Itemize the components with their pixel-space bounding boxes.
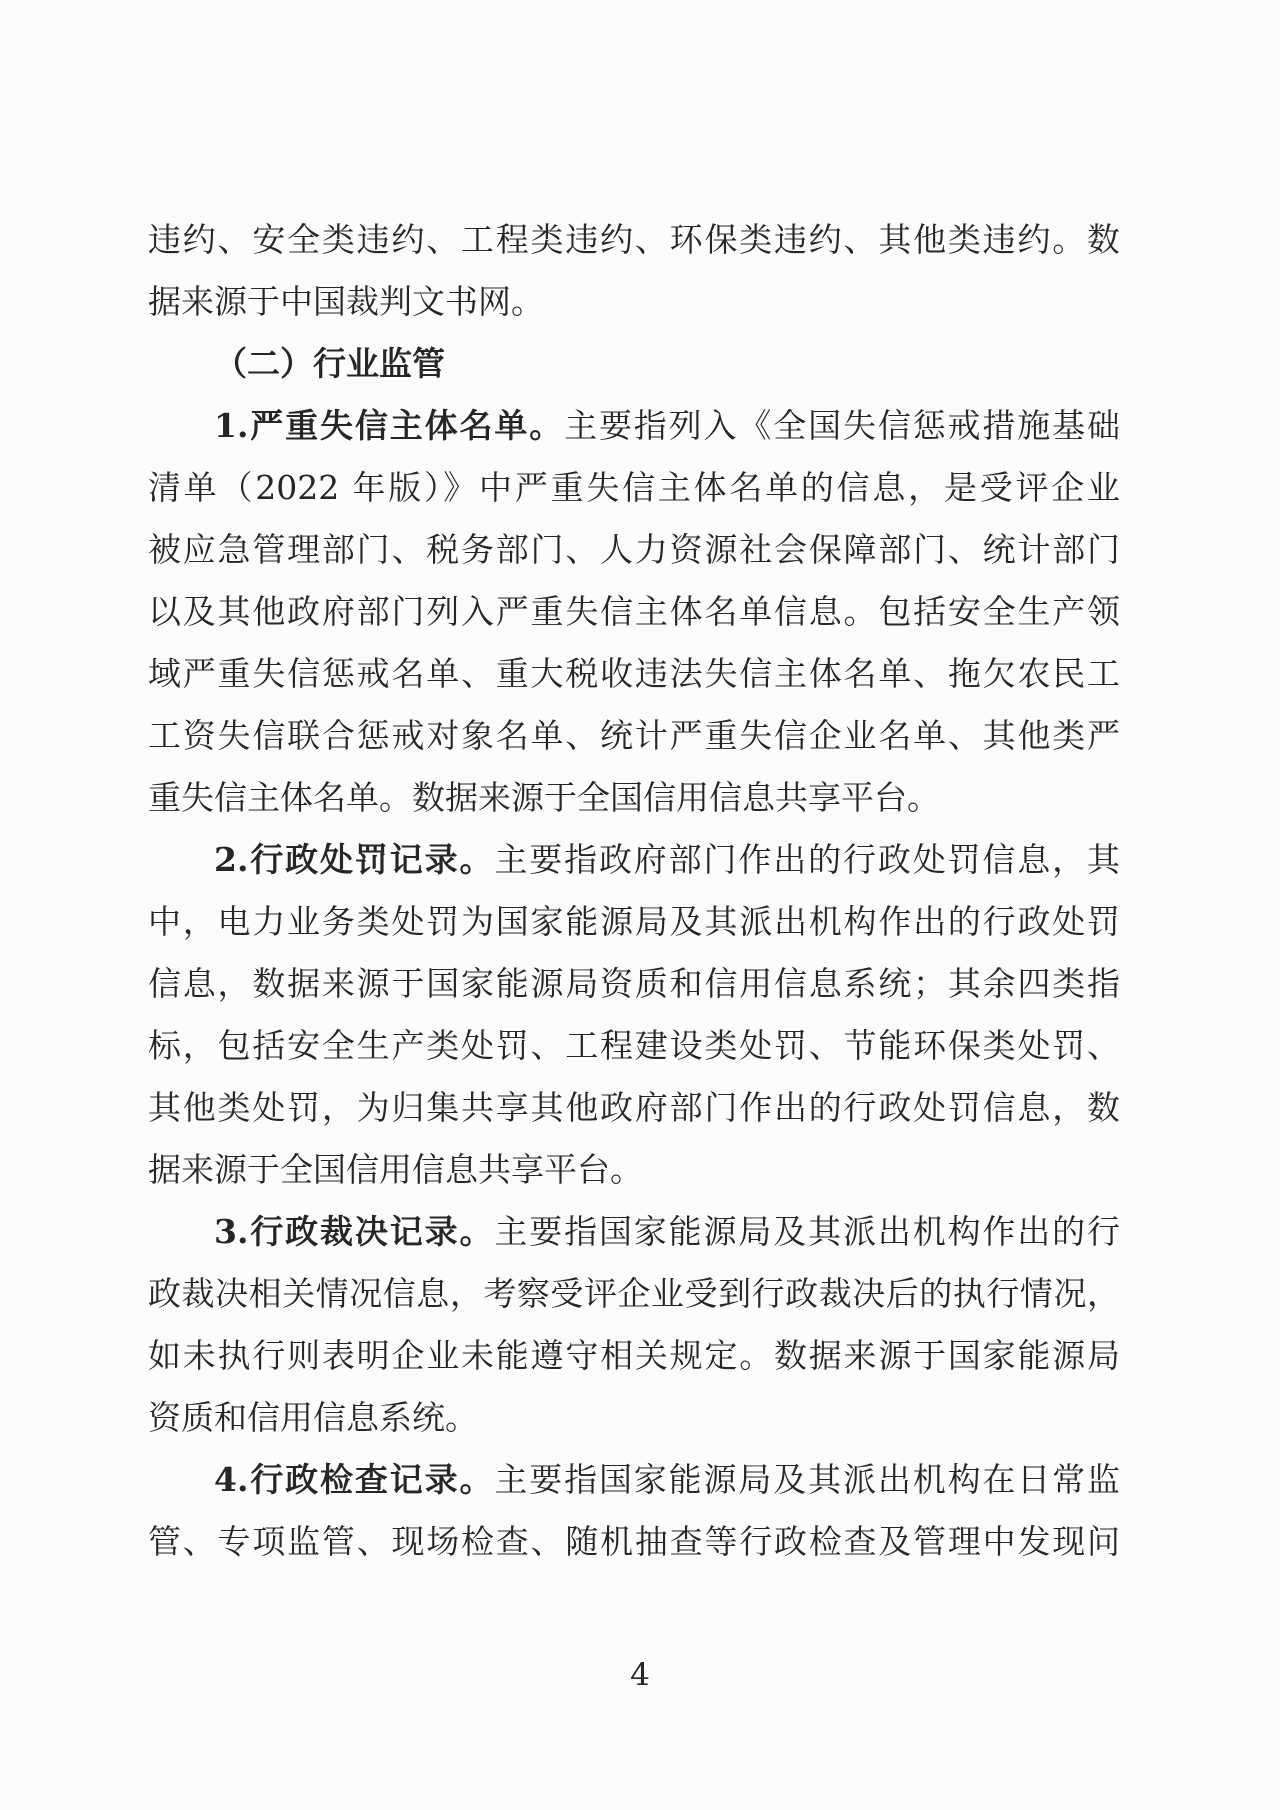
bold-text-segment: 3.行政裁决记录。: [214, 1212, 495, 1251]
text-line: [148, 581, 1120, 643]
text-segment: 政裁决相关情况信息，考察受评企业受到行政裁决后的执行情况，: [148, 1274, 1120, 1313]
text-line: [148, 767, 1120, 829]
text-segment: 重失信主体名单。数据来源于全国信用信息共享平台。: [148, 778, 940, 817]
text-segment: 以及其他政府部门列入严重失信主体名单信息。包括安全生产领: [148, 592, 1120, 631]
text-segment: 违约、安全类违约、工程类违约、环保类违约、其他类违约。数: [148, 220, 1120, 259]
bold-text-segment: 2.行政处罚记录。: [214, 840, 495, 879]
text-line: [148, 829, 1120, 891]
paragraph: [148, 829, 1120, 1201]
text-segment: 标，包括安全生产类处罚、工程建设类处罚、节能环保类处罚、: [148, 1026, 1120, 1065]
text-line: [148, 333, 1120, 395]
text-segment: 信息，数据来源于国家能源局资质和信用信息系统；其余四类指: [148, 964, 1120, 1003]
text-line: [148, 1325, 1120, 1387]
paragraph: [148, 209, 1120, 333]
paragraph: [148, 1449, 1120, 1573]
text-line: [148, 209, 1120, 271]
text-line: [148, 457, 1120, 519]
text-line: [148, 395, 1120, 457]
section-heading: [148, 333, 1120, 395]
text-line: [148, 1449, 1120, 1511]
bold-text-segment: 1.严重失信主体名单。: [214, 406, 565, 445]
page-number: 4: [630, 1657, 650, 1693]
text-segment: 中，电力业务类处罚为国家能源局及其派出机构作出的行政处罚: [148, 902, 1120, 941]
text-segment: 据来源于全国信用信息共享平台。: [148, 1150, 643, 1189]
text-segment: 管、专项监管、现场检查、随机抽查等行政检查及管理中发现问: [148, 1522, 1120, 1561]
document-text-block: [148, 209, 1120, 1573]
text-line: [148, 1139, 1120, 1201]
text-line: [148, 891, 1120, 953]
text-segment: 主要指列入《全国失信惩戒措施基础: [564, 406, 1121, 445]
text-segment: 工资失信联合惩戒对象名单、统计严重失信企业名单、其他类严: [148, 716, 1120, 755]
paragraph: [148, 395, 1120, 829]
text-segment: 域严重失信惩戒名单、重大税收违法失信主体名单、拖欠农民工: [148, 654, 1120, 693]
text-segment: 主要指国家能源局及其派出机构在日常监: [494, 1460, 1121, 1499]
text-line: [148, 271, 1120, 333]
text-line: [148, 1077, 1120, 1139]
text-line: [148, 1387, 1120, 1449]
text-line: [148, 1015, 1120, 1077]
text-line: [148, 953, 1120, 1015]
bold-text-segment: 4.行政检查记录。: [214, 1460, 495, 1499]
text-segment: 其他类处罚，为归集共享其他政府部门作出的行政处罚信息，数: [148, 1088, 1120, 1127]
text-segment: 主要指政府部门作出的行政处罚信息，其: [494, 840, 1121, 879]
text-segment: 主要指国家能源局及其派出机构作出的行: [494, 1212, 1121, 1251]
text-line: [148, 705, 1120, 767]
text-line: [148, 1511, 1120, 1573]
text-line: [148, 1201, 1120, 1263]
text-segment: 被应急管理部门、税务部门、人力资源社会保障部门、统计部门: [148, 530, 1120, 569]
bold-text-segment: （二）行业监管: [214, 344, 445, 383]
text-line: [148, 519, 1120, 581]
text-segment: 资质和信用信息系统。: [148, 1398, 478, 1437]
text-segment: 如未执行则表明企业未能遵守相关规定。数据来源于国家能源局: [148, 1336, 1120, 1375]
text-line: [148, 643, 1120, 705]
text-line: [148, 1263, 1120, 1325]
text-segment: 清单（2022 年版）》中严重失信主体名单的信息，是受评企业: [148, 468, 1120, 507]
paragraph: [148, 1201, 1120, 1449]
text-segment: 据来源于中国裁判文书网。: [148, 282, 544, 321]
